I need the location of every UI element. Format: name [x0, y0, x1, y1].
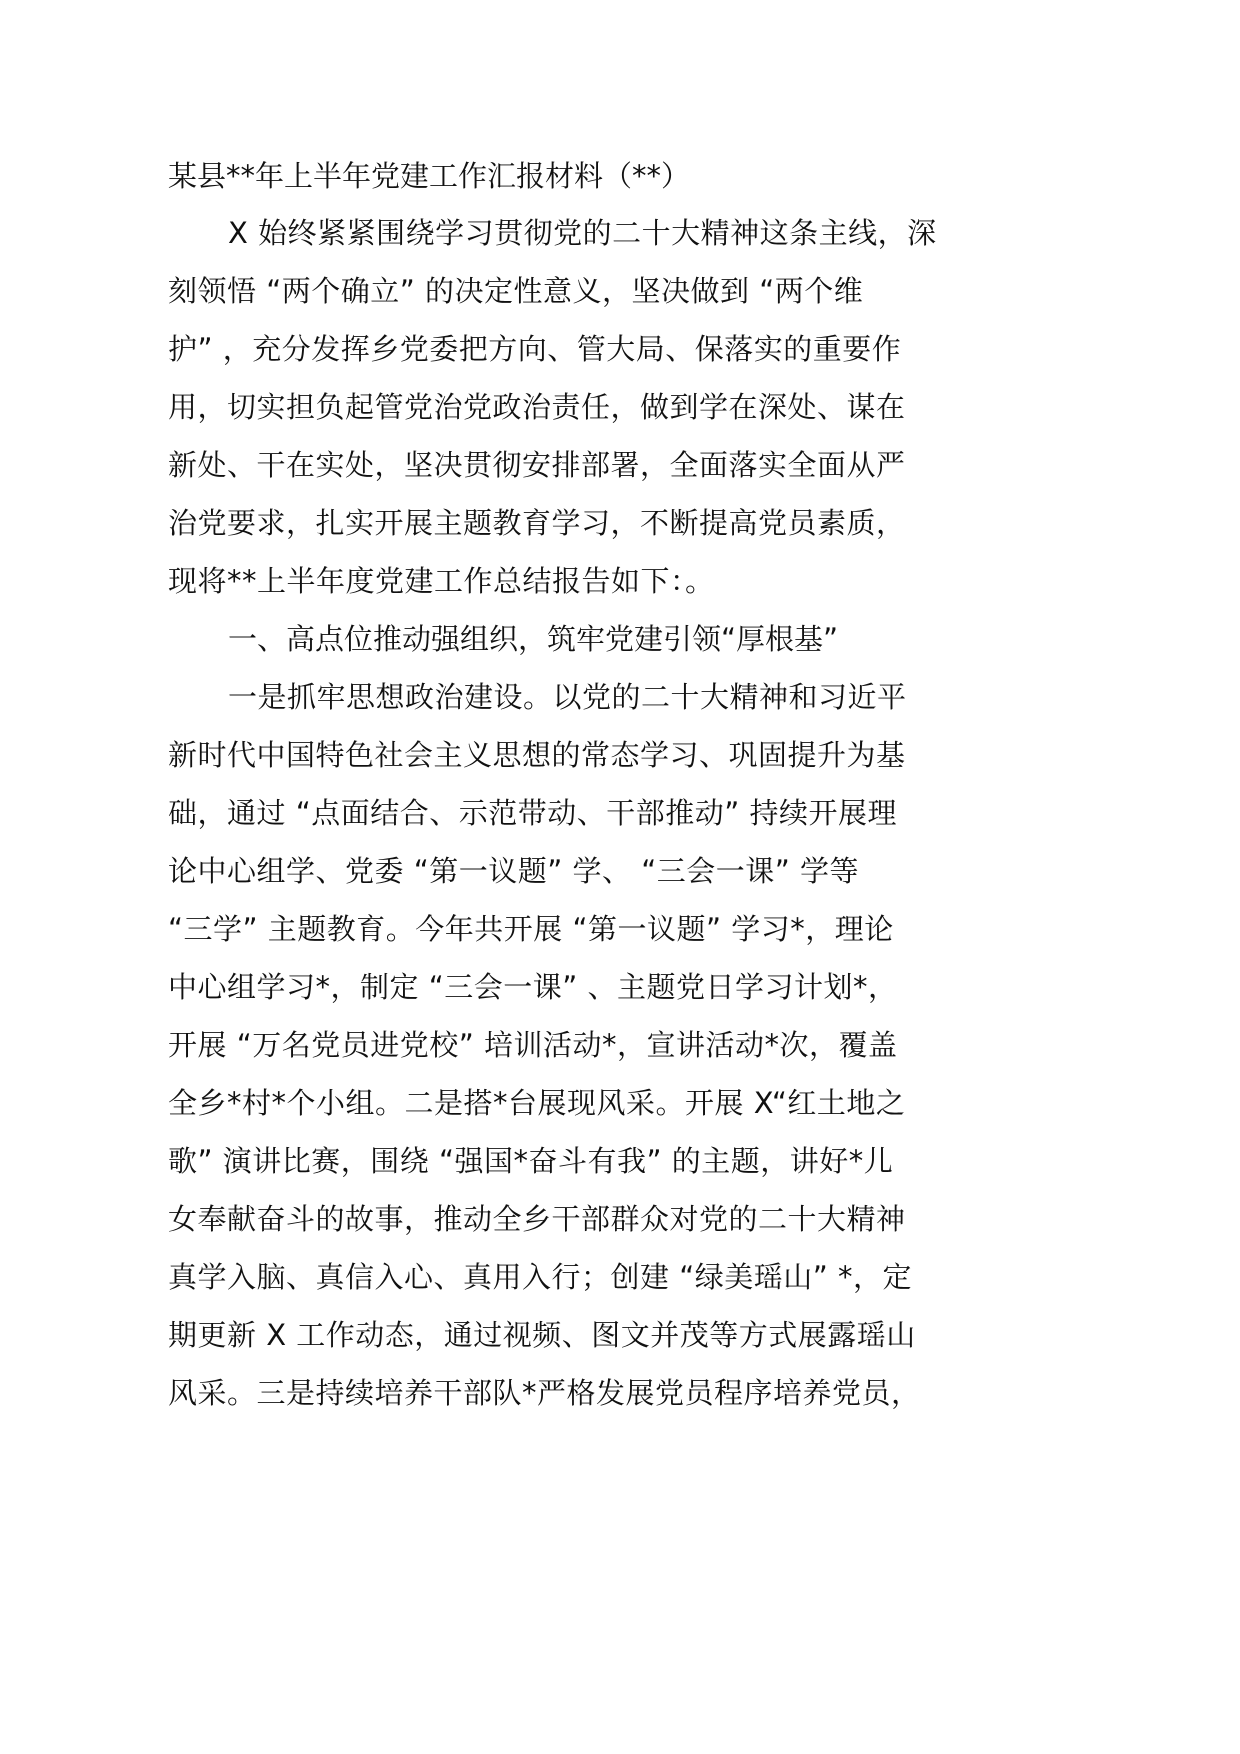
section-paragraph-line: 期更新 X 工作动态，通过视频、图文并茂等方式展露瑶山	[168, 1318, 916, 1352]
intro-paragraph-line: 用，切实担负起管党治党政治责任，做到学在深处、谋在	[168, 390, 906, 424]
intro-paragraph-line: 新处、干在实处，坚决贯彻安排部署，全面落实全面从严	[168, 448, 906, 482]
section-paragraph-line: 歌” 演讲比赛，围绕 “强国*奋斗有我” 的主题，讲好*儿	[168, 1144, 894, 1178]
intro-paragraph-line: 刻领悟 “两个确立” 的决定性意义，坚决做到 “两个维	[168, 274, 864, 308]
document-title: 某县**年上半年党建工作汇报材料（**）	[168, 159, 691, 193]
section-paragraph-line: 女奉献奋斗的故事，推动全乡干部群众对党的二十大精神	[168, 1202, 906, 1236]
intro-paragraph-line: 治党要求，扎实开展主题教育学习，不断提高党员素质，	[168, 506, 906, 540]
section-paragraph-line: 风采。三是持续培养干部队*严格发展党员程序培养党员，	[168, 1376, 921, 1410]
intro-paragraph-line: X 始终紧紧围绕学习贯彻党的二十大精神这条主线，深	[228, 216, 937, 250]
section-heading: 一、高点位推动强组织，筑牢党建引领“厚根基”	[228, 622, 839, 656]
section-paragraph-line: 开展 “万名党员进党校” 培训活动*，宣讲活动*次，覆盖	[168, 1028, 898, 1062]
section-paragraph-line: 中心组学习*，制定 “三会一课” 、主题党日学习计划*，	[168, 970, 898, 1004]
section-paragraph-line: 础，通过 “点面结合、示范带动、干部推动” 持续开展理	[168, 796, 897, 830]
section-paragraph-line: “三学” 主题教育。今年共开展 “第一议题” 学习*，理论	[168, 912, 894, 946]
document-body	[168, 148, 948, 1422]
section-paragraph-line: 一是抓牢思想政治建设。以党的二十大精神和习近平	[228, 680, 907, 714]
section-paragraph-line: 新时代中国特色社会主义思想的常态学习、巩固提升为基	[168, 738, 906, 772]
intro-paragraph-line: 现将**上半年度党建工作总结报告如下：。	[168, 564, 715, 598]
intro-paragraph-line: 护” ，充分发挥乡党委把方向、管大局、保落实的重要作	[168, 332, 902, 366]
section-paragraph-line: 全乡*村*个小组。二是搭*台展现风采。开展 X“红土地之	[168, 1086, 906, 1120]
section-paragraph-line: 论中心组学、党委 “第一议题” 学、 “三会一课” 学等	[168, 854, 859, 888]
section-paragraph-line: 真学入脑、真信入心、真用入行；创建 “绿美瑶山” *，定	[168, 1260, 912, 1294]
